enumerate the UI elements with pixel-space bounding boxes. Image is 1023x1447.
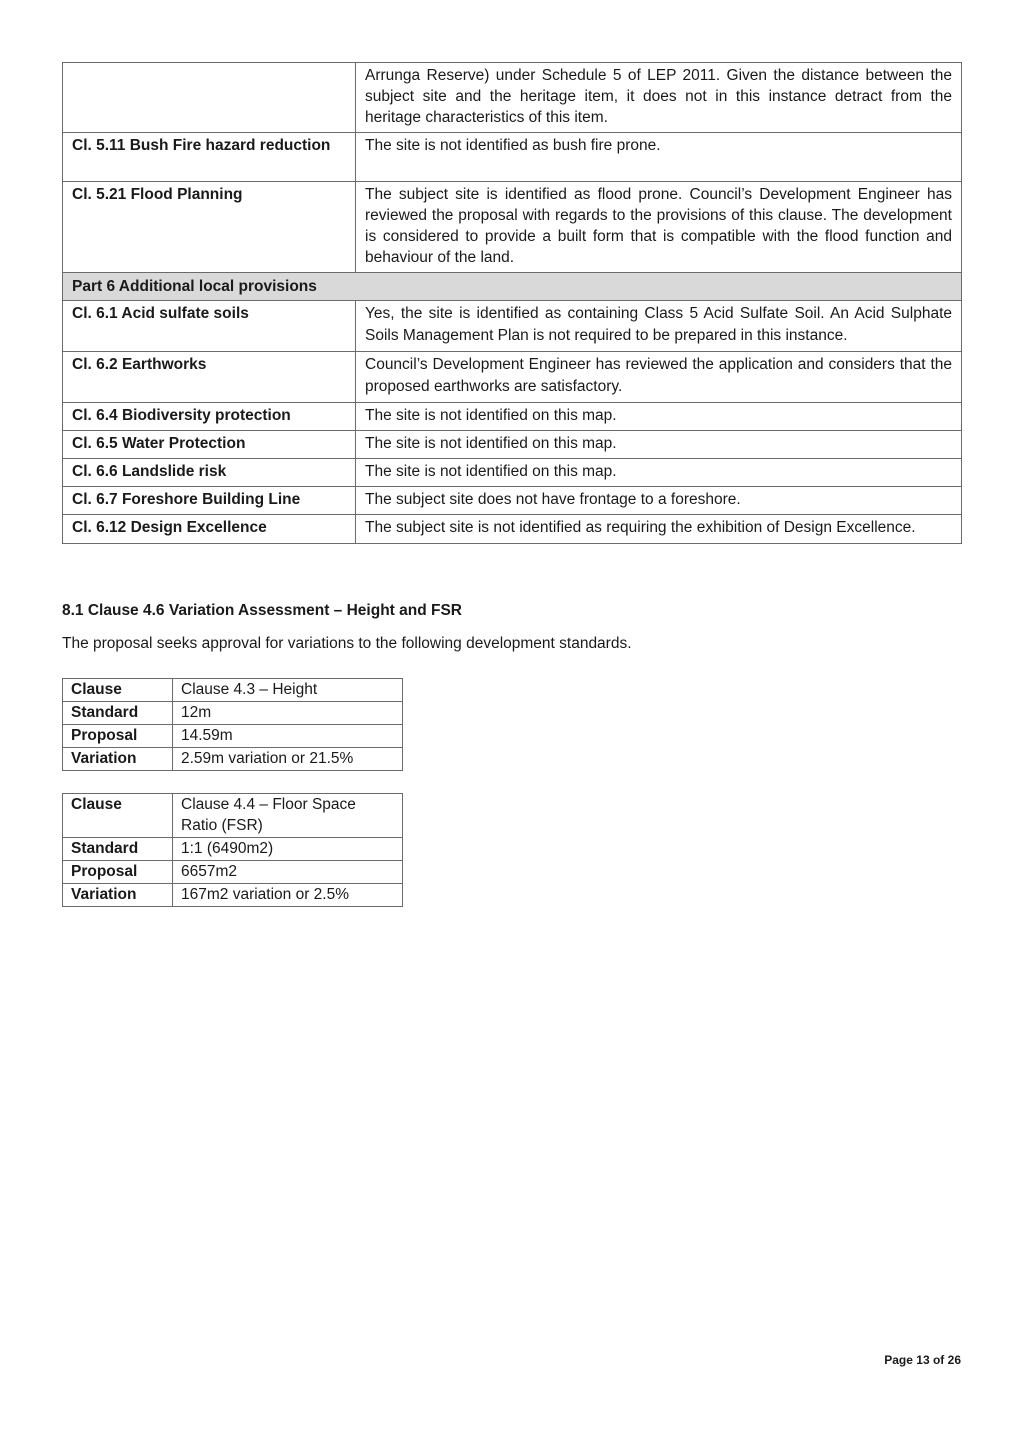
- page-of: of: [932, 1353, 945, 1367]
- height-variation-table: [62, 678, 403, 771]
- variation-value: 2.59m variation or 21.5%: [173, 748, 403, 771]
- clause-label: Cl. 6.5 Water Protection: [63, 431, 356, 459]
- page-number: [884, 1353, 961, 1367]
- variation-key: Proposal: [63, 725, 173, 748]
- table-row: [63, 487, 962, 515]
- table-row: [63, 182, 962, 273]
- clause-label: Cl. 6.1 Acid sulfate soils: [63, 301, 356, 352]
- clause-comment: Council’s Development Engineer has reviewed the application and considers that the proposed earthworks are satisfactory.: [356, 352, 962, 403]
- clause-comment: Arrunga Reserve) under Schedule 5 of LEP 2011. Given the distance between the subject site and the heritage item, it does not in this instance detract from the heritage characteristics of this item.: [356, 63, 962, 133]
- page-current: 13: [916, 1353, 930, 1367]
- clause-label: Cl. 6.4 Biodiversity protection: [63, 403, 356, 431]
- table-row: [63, 748, 403, 771]
- variation-value: Clause 4.3 – Height: [173, 679, 403, 702]
- table-row: [63, 459, 962, 487]
- table-row: [63, 431, 962, 459]
- clause-label: Cl. 6.12 Design Excellence: [63, 515, 356, 544]
- table-row: [63, 352, 962, 403]
- variation-key: Variation: [63, 884, 173, 907]
- variation-key: Clause: [63, 679, 173, 702]
- variation-key: Clause: [63, 794, 173, 838]
- clause-comment: The site is not identified on this map.: [356, 431, 962, 459]
- clause-comment: The subject site does not have frontage to a foreshore.: [356, 487, 962, 515]
- table-row: [63, 679, 403, 702]
- clause-label: Cl. 5.11 Bush Fire hazard reduction: [63, 133, 356, 182]
- variation-key: Standard: [63, 702, 173, 725]
- table-row: [63, 133, 962, 182]
- clause-comment: The site is not identified on this map.: [356, 459, 962, 487]
- clause-label: Cl. 6.2 Earthworks: [63, 352, 356, 403]
- table-row: [63, 63, 962, 133]
- variation-value: Clause 4.4 – Floor Space Ratio (FSR): [173, 794, 403, 838]
- variation-value: 167m2 variation or 2.5%: [173, 884, 403, 907]
- clause-label: Cl. 6.6 Landslide risk: [63, 459, 356, 487]
- table-row: [63, 838, 403, 861]
- section-header-row: [63, 273, 962, 301]
- section-intro: The proposal seeks approval for variations to the following development standards.: [62, 635, 632, 652]
- fsr-variation-table: [62, 793, 403, 907]
- clause-label: Cl. 6.7 Foreshore Building Line: [63, 487, 356, 515]
- clause-label: Cl. 5.21 Flood Planning: [63, 182, 356, 273]
- clause-comment: The subject site is not identified as requiring the exhibition of Design Excellence.: [356, 515, 962, 544]
- table-row: [63, 725, 403, 748]
- variation-key: Variation: [63, 748, 173, 771]
- table-row: [63, 861, 403, 884]
- variation-value: 12m: [173, 702, 403, 725]
- clause-comment: The subject site is identified as flood prone. Council’s Development Engineer has reviewed the proposal with regards to the provisions of this clause. The development is considered to provide a built form that is compatible with the flood function and behaviour of the land.: [356, 182, 962, 273]
- clause-comment: The site is not identified as bush fire prone.: [356, 133, 962, 182]
- table-row: [63, 403, 962, 431]
- variation-key: Standard: [63, 838, 173, 861]
- clause-label: [63, 63, 356, 133]
- page-total: 26: [947, 1353, 961, 1367]
- clause-comment: The site is not identified on this map.: [356, 403, 962, 431]
- section-heading: 8.1 Clause 4.6 Variation Assessment – Height and FSR: [62, 602, 462, 619]
- table-row: [63, 794, 403, 838]
- variation-value: 1:1 (6490m2): [173, 838, 403, 861]
- table-row: [63, 884, 403, 907]
- page-prefix: Page: [884, 1353, 913, 1367]
- lep-compliance-table: [62, 62, 962, 544]
- table-row: [63, 515, 962, 544]
- variation-key: Proposal: [63, 861, 173, 884]
- variation-value: 6657m2: [173, 861, 403, 884]
- table-row: [63, 301, 962, 352]
- table-row: [63, 702, 403, 725]
- clause-comment: Yes, the site is identified as containing Class 5 Acid Sulfate Soil. An Acid Sulphate Soils Management Plan is not required to be prepared in this instance.: [356, 301, 962, 352]
- variation-value: 14.59m: [173, 725, 403, 748]
- section-header: Part 6 Additional local provisions: [63, 273, 962, 301]
